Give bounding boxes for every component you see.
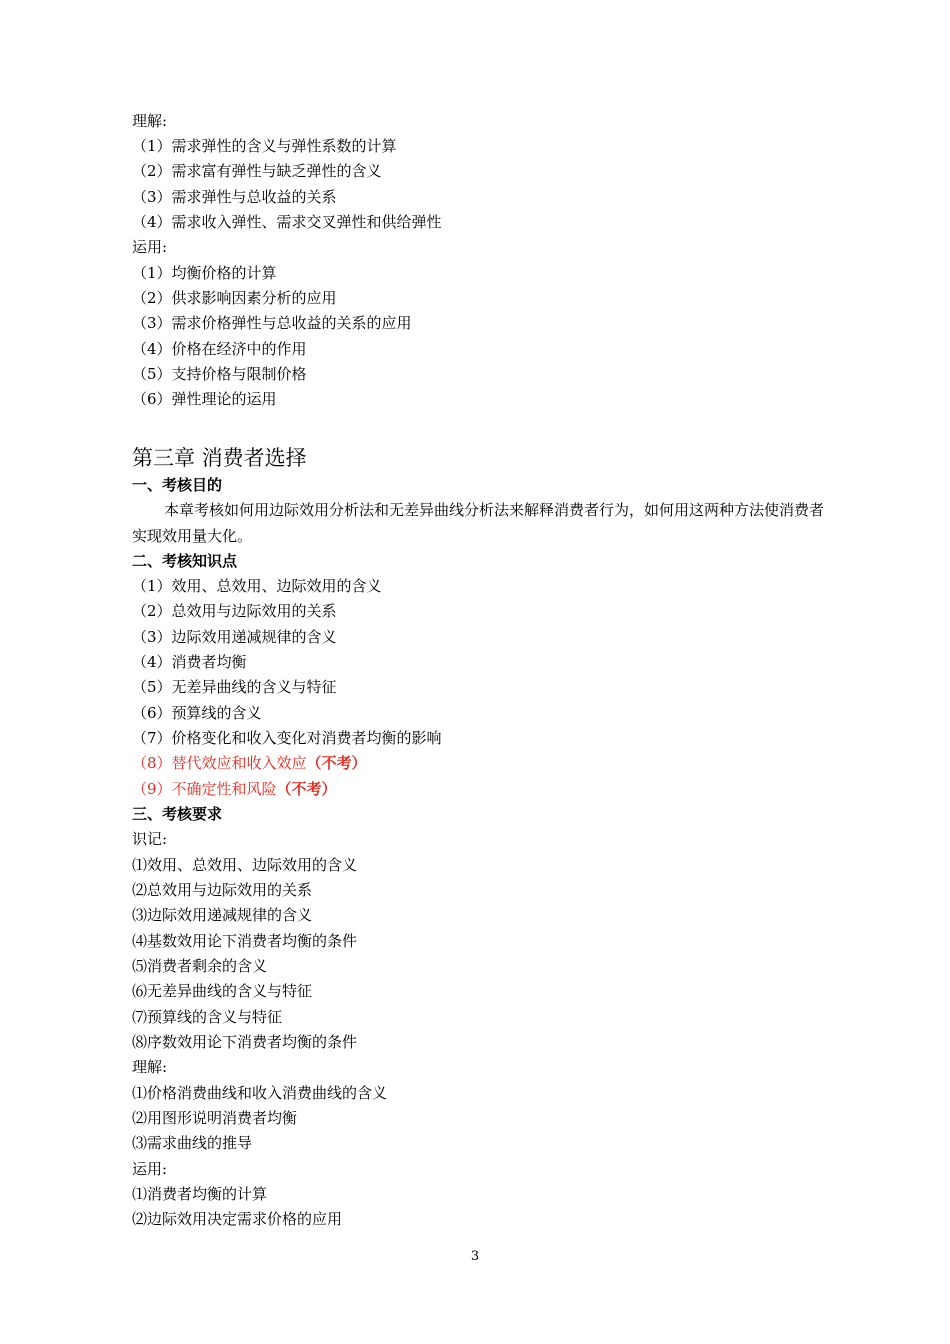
label-understand: 理解: <box>132 1058 168 1076</box>
point-text: （9）不确定性和风险 <box>132 780 277 798</box>
label-apply: 运用: <box>132 238 168 256</box>
label-apply: 运用: <box>132 1160 168 1178</box>
list-item: ⑶需求曲线的推导 <box>132 1134 253 1152</box>
list-item: ⑵用图形说明消费者均衡 <box>132 1109 298 1127</box>
list-item: ⑺预算线的含义与特征 <box>132 1008 283 1026</box>
list-item: ⑶边际效用递减规律的含义 <box>132 906 313 924</box>
list-item: ⑴效用、总效用、边际效用的含义 <box>132 856 358 874</box>
list-item: （5）支持价格与限制价格 <box>132 365 307 383</box>
list-item: ⑻序数效用论下消费者均衡的条件 <box>132 1033 358 1051</box>
list-item: ⑴消费者均衡的计算 <box>132 1185 268 1203</box>
list-item: （3）需求弹性与总收益的关系 <box>132 188 337 206</box>
section-heading-purpose: 一、考核目的 <box>132 476 223 494</box>
list-item: （6）弹性理论的运用 <box>132 390 277 408</box>
list-item: （3）需求价格弹性与总收益的关系的应用 <box>132 314 412 332</box>
list-item: （1）均衡价格的计算 <box>132 264 277 282</box>
page-number: 3 <box>470 1249 480 1264</box>
list-item: ⑷基数效用论下消费者均衡的条件 <box>132 932 358 950</box>
not-tested-tag: （不考） <box>306 754 367 772</box>
list-item: ⑵边际效用决定需求价格的应用 <box>132 1210 343 1228</box>
list-item: ⑹无差异曲线的含义与特征 <box>132 982 313 1000</box>
purpose-paragraph: 本章考核如何用边际效用分析法和无差异曲线分析法来解释消费者行为，如何用这两种方法使消费者实现效用量大化。 <box>132 501 825 545</box>
list-item-not-tested <box>132 753 367 773</box>
list-item: （5）无差异曲线的含义与特征 <box>132 678 337 696</box>
list-item: （7）价格变化和收入变化对消费者均衡的影响 <box>132 729 442 747</box>
section-heading-requirements: 三、考核要求 <box>132 805 223 823</box>
list-item: （1）效用、总效用、边际效用的含义 <box>132 577 382 595</box>
list-item: ⑴价格消费曲线和收入消费曲线的含义 <box>132 1084 388 1102</box>
list-item: ⑵总效用与边际效用的关系 <box>132 881 313 899</box>
not-tested-tag: （不考） <box>276 780 337 798</box>
list-item: ⑸消费者剩余的含义 <box>132 957 268 975</box>
list-item: （4）消费者均衡 <box>132 653 247 671</box>
chapter-title: 第三章 消费者选择 <box>132 446 307 470</box>
section-heading-points: 二、考核知识点 <box>132 552 238 570</box>
list-item: （4）需求收入弹性、需求交叉弹性和供给弹性 <box>132 213 442 231</box>
list-item: （2）供求影响因素分析的应用 <box>132 289 337 307</box>
list-item: （2）需求富有弹性与缺乏弹性的含义 <box>132 162 382 180</box>
label-memorize: 识记: <box>132 830 168 848</box>
list-item: （3）边际效用递减规律的含义 <box>132 628 337 646</box>
point-text: （8）替代效应和收入效应 <box>132 754 307 772</box>
list-item: （1）需求弹性的含义与弹性系数的计算 <box>132 137 397 155</box>
list-item: （2）总效用与边际效用的关系 <box>132 602 337 620</box>
label-understand: 理解: <box>132 112 168 130</box>
list-item-not-tested <box>132 779 337 799</box>
list-item: （6）预算线的含义 <box>132 704 262 722</box>
list-item: （4）价格在经济中的作用 <box>132 340 307 358</box>
